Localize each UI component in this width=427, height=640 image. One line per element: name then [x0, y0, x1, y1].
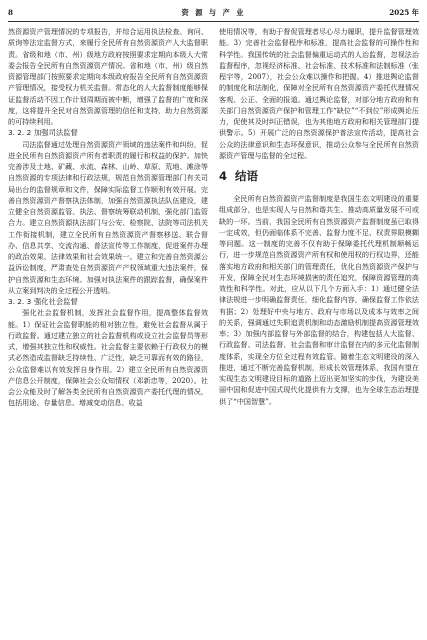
subsection-heading: [8, 127, 208, 138]
subsection-heading: [8, 296, 208, 307]
journal-year: 2025 年: [389, 8, 419, 17]
subsection-title: 强化社会监督: [34, 297, 78, 306]
paragraph: 全民所有自然资源资产监督制度是我国生态文明建设的重要组成部分，也是实现人与自然和谐共生、推动高质量发展不可或缺的一环。当前，我国全民所有自然资源资产监督制度虽已取得一定成效，但仍面临体系不完善、监督力度不足、权责界限模糊等问题。这一制度的完善不仅有助于保障委托代理机制顺畅运行，进一步规范自然资源资产所有权和使用权的行权边界，还能落实地方政府和相关部门的管理责任，优化自然资源资产保护与开发，保障全民对生态环境损害的责任追究，保障资源管理的高效性和科学性。对此，应从以下几个方面入手：1）通过健全法律法规进一步明确监督责任，细化监督内容，确保监督工作依法有据；2）处理好中央与地方、政府与市场以及成本与效率之间的关系，强调通过失职追责机制和动态激励机制提高资源管理效率；3）加强内部监督与外部监督的结合，构建包括人大监督、行政监督、司法监督、社会监督和审计监督在内的多元化监督制度体系，实现全方位全过程有效监管。随着生态文明建设的深入推进，通过不断完善监督机制，形成长效管理体系，我国有望在实现生态文明建设目标的道路上迈出更加坚实的步伐，为建设美丽中国和促进中国式现代化提供有力支撑，也为全球生态治理提供了“中国智慧”。: [219, 194, 419, 406]
paragraph: 强化社会监督机制，发挥社会监督作用，提高整体监督效能。1）保证社会监督职能的相对独立性，避免社会监督从属于行政监督。通过建立独立的社会监督机构或设立社会监督员等形式，增强其独立性和权威性。社会监督主要依赖于行政权力的模式必然造成监督缺乏持续性、广泛性，缺乏可靠而有效的路径，公众监督难以有效发挥自身作用。2）建立全民所有自然资源资产信息公开制度，保障社会公众知情权（邓新忠等，2020）。社会公众能及时了解各类全民所有自然资源资产委托代理的情况，包括用途、存量信息、增减变动信息、收益: [8, 308, 208, 408]
section-heading: [219, 169, 419, 183]
section-number: 4: [219, 169, 228, 183]
journal-title: 资 源 与 产 业: [181, 8, 246, 17]
left-column: [8, 26, 208, 409]
section-title: 结语: [235, 169, 258, 183]
header-rule: [8, 21, 419, 22]
paragraph: 然资源资产管理情况的专项报告，并综合运用执法检查、询问、质询等法定监督方式，来履行全民所有自然资源资产人大监督职责。省级和地（市、州）级地方政府按照要求定期向本级人大常委会报告全民所有自然资源资产情况。省和地（市、州）级自然资源管理部门按照要求定期向本级政府报告全民所有自然资源资产管理情况，接受权力机关监督。常态化的人大监督制度能够保证监督活动不因工作计划周期而被中断，增强了监督的广度和深度，这将提升全民对自然资源管理的信任和支持，助力自然资源的可持续利用。: [8, 27, 208, 126]
page-number: 8: [8, 8, 14, 17]
subsection-number: 3. 2. 3: [8, 297, 32, 306]
subsection-number: 3. 2. 2: [8, 128, 32, 138]
paragraph: 司法监督通过处理自然资源资产领域的违法案件和纠纷，促进全民所有自然资源资产所有者职责的履行和权益的保护。加快完善涉及土地、矿藏、水流、森林、山岭、草原、荒地、滩涂等自然资源的专项法律和行政法规，规范自然资源管理部门有关司局出台的监督规章和文件，保障实际监督工作顺利有效开展。完善自然资源资产督察执法体制，加强自然资源执法队伍建设，建立健全自然资源监管、执法、督察统筹联动机制，强化部门监管合力。建立自然资源执法部门与公安、检察院、法院等司法机关工作衔接机制，建立全民所有自然资源资产督察移送、联合督办、信息共享、交流沟通、普法宣传等工作制度，促进案件办理的政治效果、法律效果和社会效果统一。建立和完善自然资源公益诉讼制度，严肃查处自然资源资产产权领域重大违法案件，保护自然资源和生态环境。加强对执法案件的跟踪监督，确保案件从立案到判决的全过程公开透明。: [8, 139, 208, 295]
subsection-title: 加强司法监督: [34, 128, 78, 138]
paragraph: 使用情况等，有助于督促管理者尽心尽力履职，提升监督管理效能。3）完善社会监督程序和标准，提高社会监督的可操作性和科学性。我国传统的社会监督偏重运动式的人治监督，忽视法治监督程序，忽视经济标准、社会标准、技术标准和法制标准（张程宇等，2007），社会公众难以操作和把握。4）推进舆论监督的制度化和法制化，保障对全民所有自然资源资产委托代理情况客观、公正、全面的报道。通过舆论监督，对部分地方政府和有关部门自然资源资产保护和管理工作“缺位”“不到位”形成舆论压力，促使其及时纠正错误，也为其他地方政府和相关管理部门提供警示。5）开展广泛的自然资源保护普法宣传活动，提高社会公众的法律意识和生态环保意识，推动公众参与全民所有自然资源资产管理与监督的全过程。: [219, 27, 419, 160]
running-header: [8, 6, 419, 20]
right-column: [219, 26, 419, 407]
